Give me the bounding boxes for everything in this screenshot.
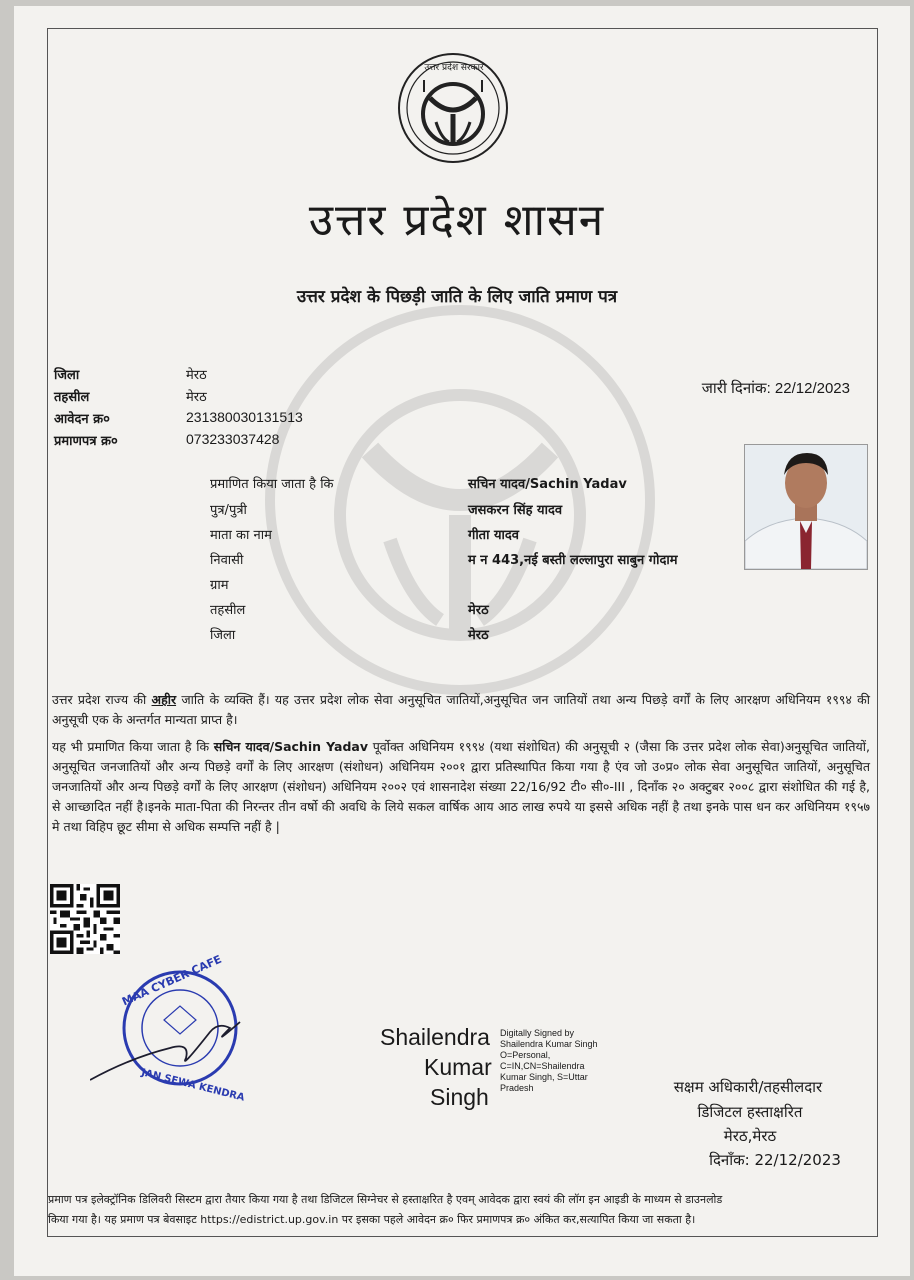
applicant-photo — [744, 444, 868, 570]
person-photo-icon — [745, 445, 867, 569]
certificate-number-value: 073233037428 — [186, 431, 280, 447]
stamp-bottom-text: JAN SEWA KENDRA — [140, 1067, 246, 1104]
authority-location: मेरठ,मेरठ — [723, 1127, 777, 1145]
stamp-top-text: MAA CYBER CAFE — [120, 952, 224, 1009]
authority-digitally-signed: डिजिटल हस्ताक्षरित — [697, 1103, 803, 1121]
tehsil-label: तहसील — [54, 390, 90, 405]
caste-paragraph: उत्तर प्रदेश राज्य की अहीर जाति के व्यक्ति हैं। यह उत्तर प्रदेश लोक सेवा अनुसूचित जातियों,अनुसूचित जन जातियों तथा अन्य पिछड़े वर्गों के लिए आरक्षण अधिनियम १९९४ की अनुसूची एक के अन्तर्गत मान्यता प्राप्त है। — [52, 692, 870, 727]
detail-value-mother: गीता यादव — [468, 528, 520, 543]
certificate-subtitle: उत्तर प्रदेश के पिछड़ी जाति के लिए जाति प्रमाण पत्र — [296, 287, 618, 307]
detail-label-village: ग्राम — [210, 578, 229, 593]
detail-value-tehsil: मेरठ — [468, 603, 489, 618]
qr-code-icon — [50, 882, 120, 956]
tehsil-value: मेरठ — [186, 389, 207, 404]
signer-name-2: Kumar — [424, 1054, 492, 1080]
signer-name-1: Shailendra — [380, 1024, 490, 1050]
district-label: जिला — [54, 368, 80, 383]
footer-note — [48, 1190, 868, 1230]
emblem-text: उत्तर प्रदेश सरकार — [424, 63, 484, 73]
detail-label-mother: माता का नाम — [210, 528, 272, 543]
district-value: मेरठ — [186, 367, 207, 382]
page-title: उत्तर प्रदेश शासन — [308, 195, 606, 246]
detail-label-certified: प्रमाणित किया जाता है कि — [210, 477, 334, 492]
certificate-number-label: प्रमाणपत्र क्र० — [54, 434, 118, 449]
detail-value-address: म न 443,नई बस्ती लल्लापुरा साबुन गोदाम — [468, 553, 678, 568]
application-number-label: आवेदन क्र० — [54, 412, 110, 427]
signer-name-3: Singh — [430, 1084, 489, 1110]
issue-date: जारी दिनांक: 22/12/2023 — [701, 380, 850, 397]
detail-label-son-daughter: पुत्र/पुत्री — [210, 503, 247, 518]
footer-line-1: प्रमाण पत्र इलेक्ट्रॉनिक डिलिवरी सिस्टम द्वारा तैयार किया गया है तथा डिजिटल सिग्नेचर से हस्ताक्षरित है एवम् आवेदक द्वारा स्वयं की लॉग इन आइडी के माध्यम से डाउनलोड — [48, 1193, 723, 1206]
detail-label-resident: निवासी — [210, 553, 244, 568]
application-number-value: 231380030131513 — [186, 409, 303, 425]
detail-label-tehsil: तहसील — [210, 603, 246, 618]
footer-line-2: किया गया है। यह प्रमाण पत्र बेवसाइट https://edistrict.up.gov.in पर इसका पहले आवेदन क्र० फिर प्रमाणपत्र क्र० अंकित कर,सत्यापित किया जा सकता है। — [48, 1213, 696, 1226]
authority-title: सक्षम अधिकारी/तहसीलदार — [673, 1078, 823, 1096]
detail-value-district: मेरठ — [468, 628, 489, 643]
caste-name: अहीर — [151, 692, 177, 707]
digital-signature-details: Digitally Signed by Shailendra Kumar Singh O=Personal, C=IN,CN=Shailendra Kumar Singh, S=Uttar Pradesh — [500, 1028, 598, 1093]
watermark-emblem — [240, 300, 680, 700]
applicant-name-inline: सचिन यादव/Sachin Yadav — [213, 739, 368, 754]
detail-label-district: जिला — [210, 628, 236, 643]
detail-value-name: सचिन यादव/Sachin Yadav — [468, 477, 627, 492]
authority-date: दिनाँक: 22/12/2023 — [709, 1151, 841, 1169]
income-paragraph: यह भी प्रमाणित किया जाता है कि सचिन यादव/Sachin Yadav पूर्वोक्त अधिनियम १९९४ (यथा संशोधित) की अनुसूची २ (जैसा कि उत्तर प्रदेश लोक सेवा)अनुसूचित जातियों, अनुसूचित जनजातियों और अन्य पिछड़े वर्गों के लिए आरक्षण (संशोधन) अधिनियम २००१ द्वारा प्रतिस्थापित किया गया है एंव जो उ०प्र० लोक सेवा अनुसूचित जातियों, अनुसूचित जनजातियों और अन्य पिछड़े वर्गों के लिए आरक्षण (संशोधन) अधिनियम २००२ एवं शासनादेश संख्या 22/16/92 टी० सी०-III , दिनाँक २० अक्टुबर २००८ द्वारा संशोधित की गई है, से आच्छादित नहीं है।इनके माता-पिता की निरन्तर तीन वर्षो की अवधि के लिये सकल वार्षिक आय आठ लाख रुपये या इससे अधिक नहीं है तथा इनके पास धन कर अधिनियम १९५७ मे तथा विहिप छूट सीमा से अधिक सम्पत्ति नहीं है | — [52, 739, 870, 834]
detail-value-father: जसकरन सिंह यादव — [468, 503, 563, 518]
